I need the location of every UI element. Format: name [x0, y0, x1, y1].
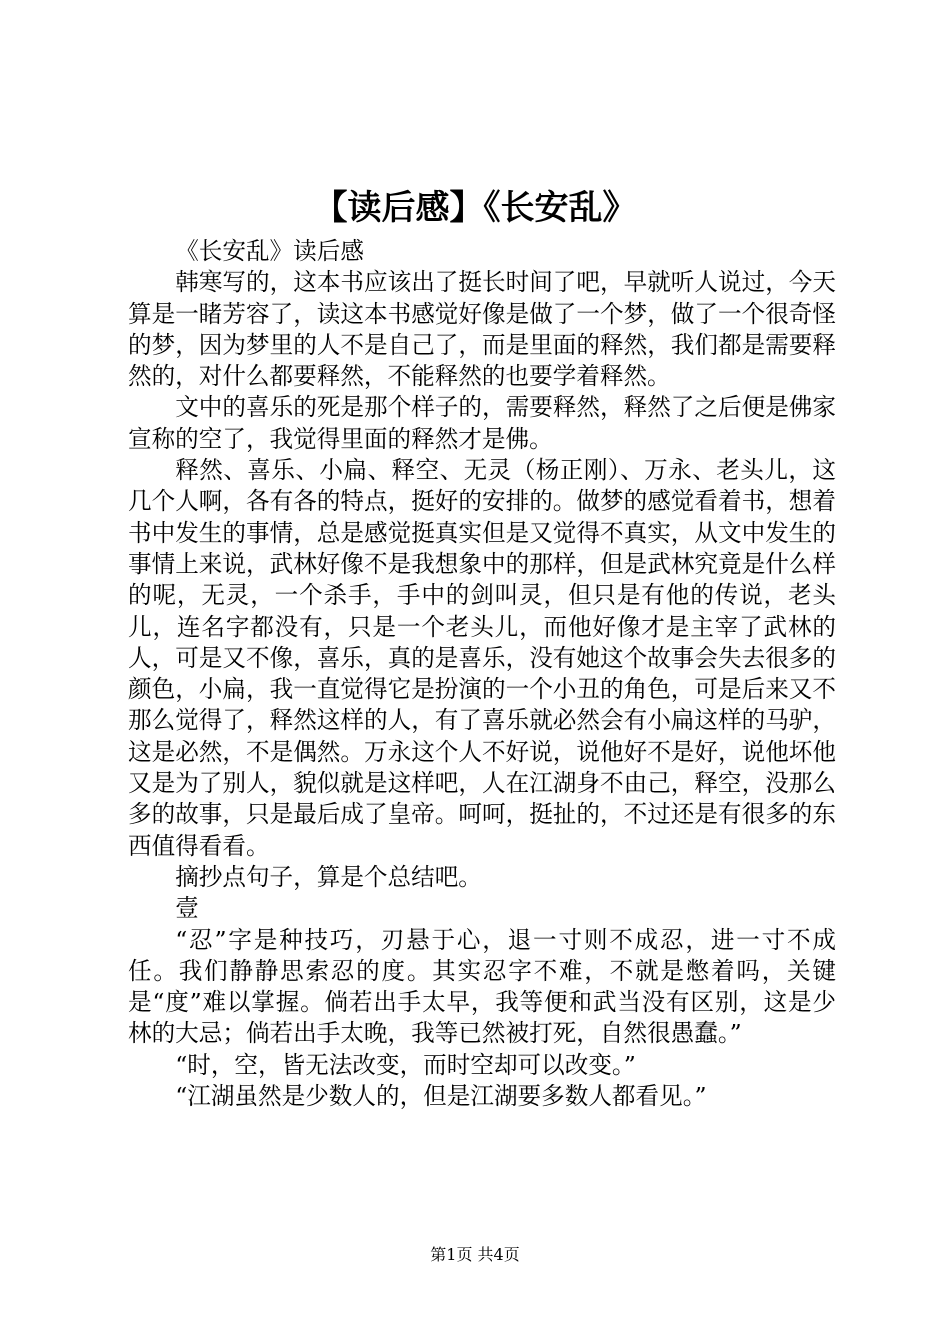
page-footer: 第1页 共4页 — [430, 1245, 520, 1264]
paragraph: 摘抄点句子，算是个总结吧。 — [175, 862, 482, 891]
document-body — [128, 236, 836, 1112]
paragraph: 文中的喜乐的死是那个样子的，需要释然，释然了之后便是佛家宣称的空了，我觉得里面的释然才是佛。 — [128, 393, 836, 453]
quote-paragraph: “江湖虽然是少数人的，但是江湖要多数人都看见。” — [175, 1082, 707, 1111]
section-heading: 壹 — [175, 894, 199, 923]
paragraph: 释然、喜乐、小扁、释空、无灵（杨正刚）、万永、老头儿，这几个人啊，各有各的特点，挺好的安排的。做梦的感觉看着书，想着书中发生的事情，总是感觉挺真实但是又觉得不真实，从文中发生的事情上来说，武林好像不是我想象中的那样，但是武林究竟是什么样的呢，无灵，一个杀手，手中的剑叫灵，但只是有他的传说，老头儿，连名字都没有，只是一个老头儿，而他好像才是主宰了武林的人，可是又不像，喜乐，真的是喜乐，没有她这个故事会失去很多的颜色，小扁，我一直觉得它是扮演的一个小丑的角色，可是后来又不那么觉得了，释然这样的人，有了喜乐就必然会有小扁这样的马驴，这是必然，不是偶然。万永这个人不好说，说他好不是好，说他坏他又是为了别人，貌似就是这样吧，人在江湖身不由己，释空，没那么多的故事，只是最后成了皇帝。呵呵，挺扯的，不过还是有很多的东西值得看看。 — [128, 456, 836, 860]
quote-paragraph: “忍”字是种技巧，刃悬于心，退一寸则不成忍，进一寸不成任。我们静静思索忍的度。其实忍字不难，不就是憋着吗，关键是“度”难以掌握。倘若出手太早，我等便和武当没有区别，这是少林的大忌；倘若出手太晚，我等已然被打死，自然很愚蠢。” — [128, 925, 836, 1048]
paragraph: 韩寒写的，这本书应该出了挺长时间了吧，早就听人说过，今天算是一睹芳容了，读这本书感觉好像是做了一个梦，做了一个很奇怪的梦，因为梦里的人不是自己了，而是里面的释然，我们都是需要释然的，对什么都要释然，不能释然的也要学着释然。 — [128, 268, 836, 391]
quote-paragraph: “时，空，皆无法改变，而时空却可以改变。” — [175, 1050, 636, 1079]
document-title: 【读后感】《长安乱》 — [313, 188, 637, 228]
paragraph-subtitle: 《长安乱》读后感 — [175, 237, 364, 265]
